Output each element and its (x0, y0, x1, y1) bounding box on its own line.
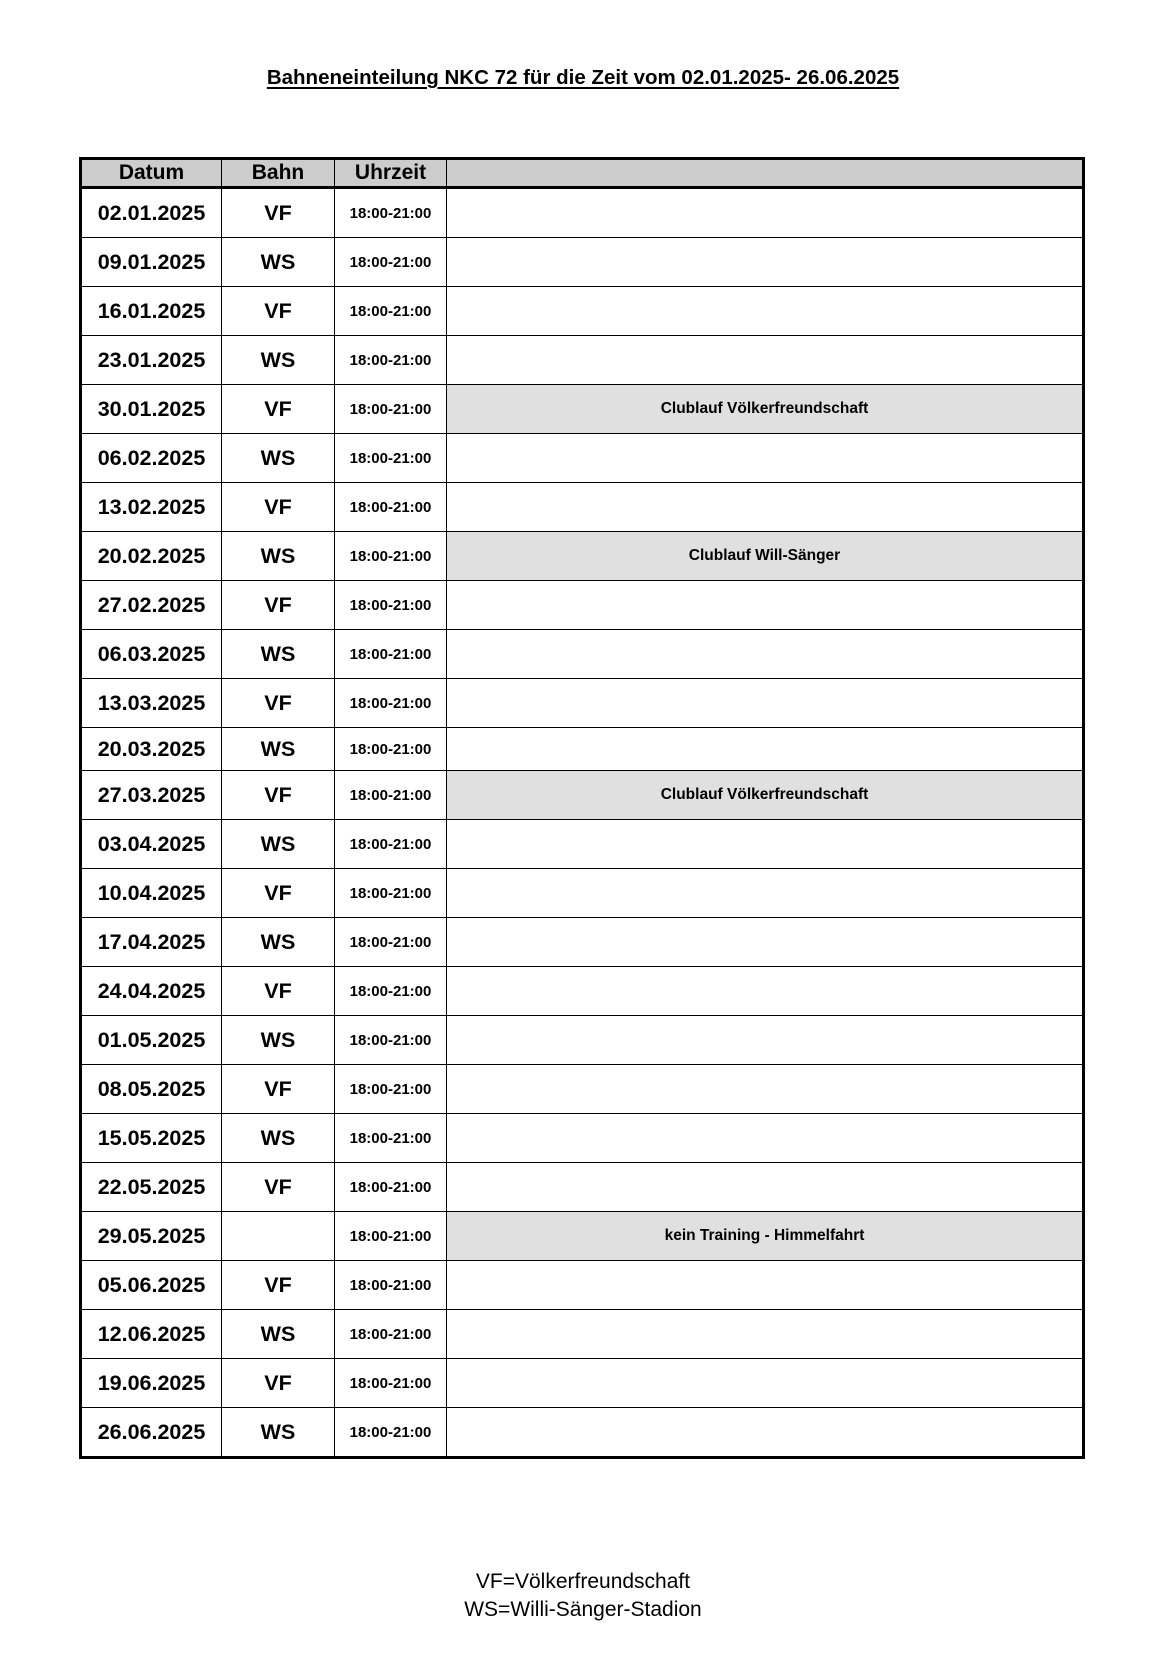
table-row (81, 918, 1084, 967)
table-row (81, 1016, 1084, 1065)
bahn-cell: VF (222, 679, 335, 728)
legend-ws: WS=Willi-Sänger-Stadion (464, 1598, 702, 1621)
date-cell: 13.03.2025 (81, 679, 222, 728)
table-row (81, 1114, 1084, 1163)
time-cell: 18:00-21:00 (335, 1065, 447, 1114)
time-cell: 18:00-21:00 (335, 385, 447, 434)
page-title-text: Bahneneinteilung NKC 72 für die Zeit vom 02.01.2025- 26.06.2025 (266, 66, 900, 89)
date-cell: 24.04.2025 (81, 967, 222, 1016)
time-cell: 18:00-21:00 (335, 1016, 447, 1065)
bahn-cell: VF (222, 771, 335, 820)
bahn-cell: WS (222, 1408, 335, 1458)
table-row (81, 434, 1084, 483)
note-cell (447, 238, 1084, 287)
date-cell: 29.05.2025 (81, 1212, 222, 1261)
table-row (81, 532, 1084, 581)
header-datum: Datum (81, 159, 222, 188)
time-cell: 18:00-21:00 (335, 336, 447, 385)
bahn-cell: WS (222, 1016, 335, 1065)
date-cell: 22.05.2025 (81, 1163, 222, 1212)
note-cell (447, 1359, 1084, 1408)
date-cell: 06.02.2025 (81, 434, 222, 483)
bahn-cell: VF (222, 581, 335, 630)
note-cell (447, 869, 1084, 918)
note-cell: kein Training - Himmelfahrt (447, 1212, 1084, 1261)
note-cell (447, 434, 1084, 483)
note-cell: Clublauf Will-Sänger (447, 532, 1084, 581)
table-row (81, 483, 1084, 532)
table-row (81, 820, 1084, 869)
date-cell: 03.04.2025 (81, 820, 222, 869)
date-cell: 08.05.2025 (81, 1065, 222, 1114)
bahn-cell: WS (222, 238, 335, 287)
note-cell: Clublauf Völkerfreundschaft (447, 771, 1084, 820)
time-cell: 18:00-21:00 (335, 1359, 447, 1408)
note-cell (447, 630, 1084, 679)
bahn-cell: VF (222, 385, 335, 434)
date-cell: 20.02.2025 (81, 532, 222, 581)
note-cell (447, 1114, 1084, 1163)
time-cell: 18:00-21:00 (335, 188, 447, 238)
bahn-cell: WS (222, 532, 335, 581)
bahn-cell: VF (222, 1359, 335, 1408)
table-row (81, 188, 1084, 238)
note-cell (447, 188, 1084, 238)
time-cell: 18:00-21:00 (335, 1212, 447, 1261)
bahn-cell: VF (222, 287, 335, 336)
note-cell: Clublauf Völkerfreundschaft (447, 385, 1084, 434)
page-title (0, 66, 1166, 90)
date-cell: 19.06.2025 (81, 1359, 222, 1408)
time-cell: 18:00-21:00 (335, 918, 447, 967)
note-cell (447, 820, 1084, 869)
table-row (81, 287, 1084, 336)
bahn-cell: WS (222, 630, 335, 679)
note-cell (447, 1065, 1084, 1114)
table-row (81, 336, 1084, 385)
time-cell: 18:00-21:00 (335, 434, 447, 483)
header-bahn: Bahn (222, 159, 335, 188)
table-row (81, 1065, 1084, 1114)
date-cell: 16.01.2025 (81, 287, 222, 336)
note-cell (447, 1163, 1084, 1212)
note-cell (447, 1016, 1084, 1065)
date-cell: 09.01.2025 (81, 238, 222, 287)
bahn-cell: WS (222, 820, 335, 869)
date-cell: 23.01.2025 (81, 336, 222, 385)
date-cell: 13.02.2025 (81, 483, 222, 532)
legend-vf: VF=Völkerfreundschaft (475, 1570, 691, 1593)
date-cell: 20.03.2025 (81, 728, 222, 771)
bahn-cell: WS (222, 1310, 335, 1359)
date-cell: 02.01.2025 (81, 188, 222, 238)
date-cell: 26.06.2025 (81, 1408, 222, 1458)
table-row (81, 679, 1084, 728)
date-cell: 27.03.2025 (81, 771, 222, 820)
bahn-cell: VF (222, 869, 335, 918)
table-row (81, 385, 1084, 434)
table-row (81, 1261, 1084, 1310)
bahn-cell: VF (222, 483, 335, 532)
header-note (447, 159, 1084, 188)
bahn-cell: WS (222, 1114, 335, 1163)
note-cell (447, 483, 1084, 532)
time-cell: 18:00-21:00 (335, 287, 447, 336)
bahn-cell: VF (222, 1261, 335, 1310)
time-cell: 18:00-21:00 (335, 1261, 447, 1310)
time-cell: 18:00-21:00 (335, 869, 447, 918)
table-row (81, 1359, 1084, 1408)
schedule-table (79, 157, 1085, 1459)
table-row (81, 1163, 1084, 1212)
table-header-row (81, 159, 1084, 188)
note-cell (447, 1310, 1084, 1359)
time-cell: 18:00-21:00 (335, 820, 447, 869)
note-cell (447, 336, 1084, 385)
legend (0, 1568, 1166, 1624)
bahn-cell: VF (222, 188, 335, 238)
date-cell: 01.05.2025 (81, 1016, 222, 1065)
table-row (81, 238, 1084, 287)
bahn-cell: VF (222, 967, 335, 1016)
date-cell: 15.05.2025 (81, 1114, 222, 1163)
bahn-cell: WS (222, 336, 335, 385)
time-cell: 18:00-21:00 (335, 728, 447, 771)
table-row (81, 581, 1084, 630)
date-cell: 27.02.2025 (81, 581, 222, 630)
table-row (81, 1212, 1084, 1261)
date-cell: 12.06.2025 (81, 1310, 222, 1359)
note-cell (447, 1408, 1084, 1458)
bahn-cell: VF (222, 1065, 335, 1114)
table-row (81, 869, 1084, 918)
note-cell (447, 581, 1084, 630)
time-cell: 18:00-21:00 (335, 1163, 447, 1212)
bahn-cell (222, 1212, 335, 1261)
table-row (81, 771, 1084, 820)
time-cell: 18:00-21:00 (335, 1114, 447, 1163)
table-row (81, 728, 1084, 771)
note-cell (447, 918, 1084, 967)
time-cell: 18:00-21:00 (335, 532, 447, 581)
time-cell: 18:00-21:00 (335, 238, 447, 287)
table-row (81, 630, 1084, 679)
table-row (81, 1310, 1084, 1359)
time-cell: 18:00-21:00 (335, 581, 447, 630)
note-cell (447, 287, 1084, 336)
bahn-cell: VF (222, 1163, 335, 1212)
note-cell (447, 967, 1084, 1016)
table-row (81, 1408, 1084, 1458)
date-cell: 30.01.2025 (81, 385, 222, 434)
time-cell: 18:00-21:00 (335, 967, 447, 1016)
date-cell: 17.04.2025 (81, 918, 222, 967)
note-cell (447, 1261, 1084, 1310)
bahn-cell: WS (222, 918, 335, 967)
date-cell: 06.03.2025 (81, 630, 222, 679)
date-cell: 05.06.2025 (81, 1261, 222, 1310)
time-cell: 18:00-21:00 (335, 1408, 447, 1458)
time-cell: 18:00-21:00 (335, 1310, 447, 1359)
note-cell (447, 728, 1084, 771)
time-cell: 18:00-21:00 (335, 630, 447, 679)
time-cell: 18:00-21:00 (335, 771, 447, 820)
table-row (81, 967, 1084, 1016)
note-cell (447, 679, 1084, 728)
time-cell: 18:00-21:00 (335, 679, 447, 728)
bahn-cell: WS (222, 434, 335, 483)
time-cell: 18:00-21:00 (335, 483, 447, 532)
date-cell: 10.04.2025 (81, 869, 222, 918)
header-uhrzeit: Uhrzeit (335, 159, 447, 188)
bahn-cell: WS (222, 728, 335, 771)
